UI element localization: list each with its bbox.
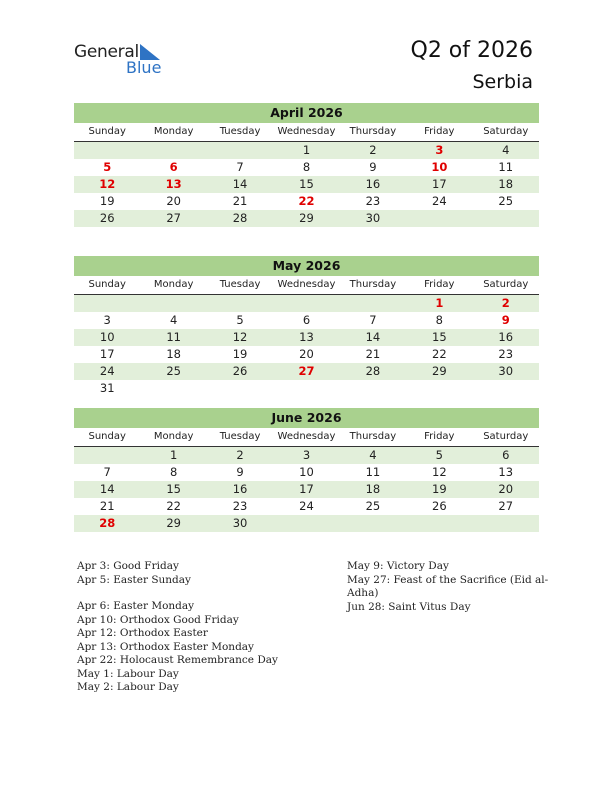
weekday-label: Tuesday bbox=[219, 279, 261, 290]
holiday-entry: Apr 5: Easter Sunday bbox=[77, 573, 191, 586]
week-row bbox=[74, 142, 539, 159]
holiday-entry: Adha) bbox=[347, 587, 379, 599]
day-cell bbox=[74, 142, 140, 159]
logo-general-text: General bbox=[74, 42, 139, 62]
holiday-day-cell: 3 bbox=[435, 143, 444, 157]
day-cell bbox=[273, 380, 339, 397]
weekday-label: Friday bbox=[424, 279, 455, 290]
holiday-list-left bbox=[77, 560, 278, 695]
day-cell: 10 bbox=[99, 330, 115, 344]
weekday-label: Monday bbox=[153, 279, 194, 290]
day-cell bbox=[406, 210, 472, 227]
weekday-label: Tuesday bbox=[219, 126, 261, 137]
day-cell bbox=[74, 447, 140, 464]
day-cell: 21 bbox=[99, 499, 115, 513]
day-cell: 24 bbox=[99, 364, 115, 378]
day-cell bbox=[406, 380, 472, 397]
week-row bbox=[74, 210, 539, 227]
day-cell: 29 bbox=[299, 211, 314, 225]
holiday-day-cell: 13 bbox=[165, 177, 182, 191]
month-header: May 2026 bbox=[74, 256, 539, 276]
day-cell: 6 bbox=[302, 313, 311, 327]
holiday-entry: May 9: Victory Day bbox=[347, 560, 449, 572]
day-cell: 27 bbox=[498, 499, 514, 513]
day-cell bbox=[140, 380, 206, 397]
day-cell: 23 bbox=[232, 499, 248, 513]
day-cell: 15 bbox=[432, 330, 447, 344]
day-cell: 8 bbox=[435, 313, 443, 327]
day-cell: 12 bbox=[432, 465, 447, 479]
holiday-entry: Apr 13: Orthodox Easter Monday bbox=[77, 640, 254, 653]
day-cell: 4 bbox=[369, 448, 377, 462]
weekday-label: Friday bbox=[424, 431, 455, 442]
holiday-day-cell: 12 bbox=[99, 177, 116, 191]
day-cell: 6 bbox=[502, 448, 510, 462]
day-cell: 19 bbox=[232, 347, 248, 361]
day-cell: 2 bbox=[236, 448, 244, 462]
weekday-label: Sunday bbox=[88, 279, 126, 290]
holiday-entry: Apr 6: Easter Monday bbox=[77, 600, 195, 612]
weekday-label: Sunday bbox=[88, 431, 126, 442]
day-cell: 1 bbox=[302, 143, 311, 157]
week-row bbox=[74, 447, 539, 464]
holiday-day-cell: 1 bbox=[435, 296, 444, 310]
day-cell bbox=[340, 380, 406, 397]
weekday-label: Monday bbox=[153, 126, 194, 137]
page-title: Q2 of 2026 bbox=[410, 38, 533, 63]
day-cell bbox=[207, 295, 273, 312]
month-header: June 2026 bbox=[74, 408, 539, 428]
weekday-label: Thursday bbox=[349, 431, 397, 442]
day-cell: 18 bbox=[498, 177, 514, 191]
holiday-entry: Apr 10: Orthodox Good Friday bbox=[77, 613, 239, 626]
day-cell: 23 bbox=[365, 194, 381, 208]
day-cell: 4 bbox=[502, 143, 510, 157]
day-cell bbox=[140, 295, 206, 312]
week-row bbox=[74, 363, 539, 380]
weekday-label: Tuesday bbox=[219, 431, 261, 442]
day-cell: 26 bbox=[432, 499, 447, 513]
week-row bbox=[74, 312, 539, 329]
day-cell bbox=[207, 380, 273, 397]
day-cell: 3 bbox=[103, 313, 111, 327]
week-row bbox=[74, 346, 539, 363]
week-row bbox=[74, 193, 539, 210]
day-cell bbox=[473, 515, 539, 532]
day-cell: 14 bbox=[99, 482, 115, 496]
day-cell: 19 bbox=[432, 482, 447, 496]
logo bbox=[74, 42, 174, 78]
weekday-label: Wednesday bbox=[277, 431, 336, 442]
day-cell: 17 bbox=[299, 482, 314, 496]
day-cell: 7 bbox=[103, 465, 111, 479]
day-cell bbox=[207, 142, 273, 159]
day-cell bbox=[473, 210, 539, 227]
weekday-label: Thursday bbox=[349, 126, 397, 137]
weekday-header-row bbox=[74, 123, 539, 142]
holiday-day-cell: 22 bbox=[298, 194, 315, 208]
week-row bbox=[74, 329, 539, 346]
day-cell: 26 bbox=[232, 364, 248, 378]
day-cell: 30 bbox=[498, 364, 514, 378]
holiday-entry: Jun 28: Saint Vitus Day bbox=[347, 600, 471, 613]
holiday-entry: Apr 22: Holocaust Remembrance Day bbox=[77, 654, 278, 666]
day-cell: 13 bbox=[299, 330, 314, 344]
day-cell bbox=[340, 295, 406, 312]
day-cell: 11 bbox=[166, 330, 181, 344]
day-cell: 16 bbox=[232, 482, 248, 496]
day-cell: 1 bbox=[169, 448, 178, 462]
holiday-entry: May 1: Labour Day bbox=[77, 667, 179, 680]
day-cell: 25 bbox=[365, 499, 381, 513]
day-cell: 31 bbox=[99, 381, 115, 395]
day-cell: 26 bbox=[99, 211, 115, 225]
day-cell: 21 bbox=[365, 347, 381, 361]
weekday-label: Saturday bbox=[483, 126, 529, 137]
day-cell: 11 bbox=[498, 160, 514, 174]
day-cell: 22 bbox=[432, 347, 447, 361]
day-cell: 5 bbox=[435, 448, 443, 462]
day-cell bbox=[473, 380, 539, 397]
week-row bbox=[74, 159, 539, 176]
weekday-label: Friday bbox=[424, 126, 455, 137]
day-cell: 8 bbox=[302, 160, 311, 174]
holiday-entry: Apr 3: Good Friday bbox=[77, 560, 179, 572]
day-cell: 27 bbox=[166, 211, 181, 225]
day-cell bbox=[140, 142, 206, 159]
day-cell: 5 bbox=[236, 313, 244, 327]
day-cell: 19 bbox=[99, 194, 115, 208]
weekday-label: Saturday bbox=[483, 431, 529, 442]
day-cell: 7 bbox=[369, 313, 377, 327]
holiday-day-cell: 5 bbox=[103, 160, 112, 174]
weekday-header-row bbox=[74, 428, 539, 447]
month-may bbox=[74, 256, 539, 397]
weekday-label: Thursday bbox=[349, 279, 397, 290]
day-cell: 14 bbox=[365, 330, 381, 344]
month-header: April 2026 bbox=[74, 103, 539, 123]
day-cell: 7 bbox=[236, 160, 244, 174]
day-cell: 13 bbox=[498, 465, 514, 479]
week-row bbox=[74, 464, 539, 481]
day-cell: 4 bbox=[169, 313, 178, 327]
day-cell: 29 bbox=[432, 364, 447, 378]
month-june bbox=[74, 408, 539, 532]
day-cell bbox=[340, 515, 406, 532]
weekday-label: Wednesday bbox=[277, 279, 336, 290]
holiday-entry: May 27: Feast of the Sacrifice (Eid al- bbox=[347, 573, 549, 586]
day-cell: 30 bbox=[232, 516, 248, 530]
week-row bbox=[74, 176, 539, 193]
day-cell: 9 bbox=[236, 465, 244, 479]
holiday-entry: May 2: Labour Day bbox=[77, 681, 179, 693]
weekday-label: Monday bbox=[153, 431, 194, 442]
day-cell: 17 bbox=[99, 347, 115, 361]
day-cell: 3 bbox=[302, 448, 311, 462]
day-cell: 20 bbox=[299, 347, 314, 361]
weekday-label: Sunday bbox=[88, 126, 126, 137]
day-cell bbox=[74, 295, 140, 312]
day-cell: 9 bbox=[369, 160, 377, 174]
day-cell: 10 bbox=[299, 465, 314, 479]
day-cell: 20 bbox=[166, 194, 181, 208]
holiday-list-right bbox=[347, 560, 548, 614]
day-cell: 20 bbox=[498, 482, 514, 496]
day-cell: 23 bbox=[498, 347, 514, 361]
weekday-header-row bbox=[74, 276, 539, 295]
day-cell bbox=[406, 515, 472, 532]
day-cell: 18 bbox=[166, 347, 181, 361]
day-cell bbox=[273, 515, 339, 532]
day-cell: 12 bbox=[232, 330, 248, 344]
month-april bbox=[74, 103, 539, 227]
week-row bbox=[74, 295, 539, 312]
logo-blue-text: Blue bbox=[126, 58, 162, 77]
day-cell: 30 bbox=[365, 211, 381, 225]
holiday-day-cell: 10 bbox=[431, 160, 448, 174]
day-cell: 18 bbox=[365, 482, 381, 496]
day-cell: 25 bbox=[498, 194, 514, 208]
day-cell: 15 bbox=[299, 177, 314, 191]
day-cell bbox=[273, 295, 339, 312]
holiday-day-cell: 6 bbox=[169, 160, 178, 174]
day-cell: 16 bbox=[498, 330, 514, 344]
week-row bbox=[74, 481, 539, 498]
week-row bbox=[74, 515, 539, 532]
holiday-entry: Apr 12: Orthodox Easter bbox=[77, 627, 208, 639]
day-cell: 11 bbox=[365, 465, 381, 479]
day-cell: 22 bbox=[166, 499, 181, 513]
holiday-day-cell: 9 bbox=[501, 313, 510, 327]
day-cell: 28 bbox=[365, 364, 381, 378]
week-row bbox=[74, 498, 539, 515]
day-cell: 8 bbox=[169, 465, 178, 479]
holiday-day-cell: 27 bbox=[298, 364, 315, 378]
day-cell: 25 bbox=[166, 364, 181, 378]
day-cell: 14 bbox=[232, 177, 248, 191]
weekday-label: Saturday bbox=[483, 279, 529, 290]
weekday-label: Wednesday bbox=[277, 126, 336, 137]
day-cell: 16 bbox=[365, 177, 381, 191]
holiday-day-cell: 28 bbox=[99, 516, 116, 530]
day-cell: 2 bbox=[369, 143, 377, 157]
country-name: Serbia bbox=[472, 71, 533, 93]
day-cell: 29 bbox=[166, 516, 181, 530]
day-cell: 21 bbox=[232, 194, 248, 208]
holiday-day-cell: 2 bbox=[501, 296, 510, 310]
day-cell: 24 bbox=[299, 499, 314, 513]
day-cell: 28 bbox=[232, 211, 248, 225]
day-cell: 17 bbox=[432, 177, 447, 191]
day-cell: 24 bbox=[432, 194, 447, 208]
day-cell: 15 bbox=[166, 482, 181, 496]
week-row bbox=[74, 380, 539, 397]
